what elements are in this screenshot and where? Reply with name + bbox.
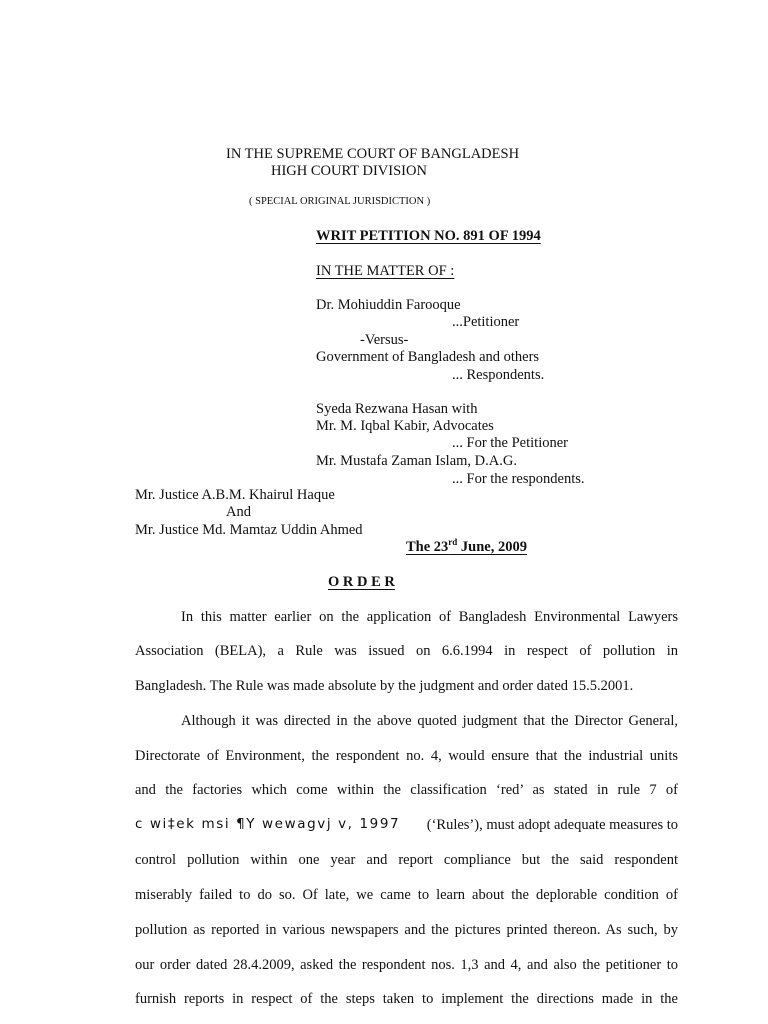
paragraph-line: our order dated 28.4.2009, asked the respondent nos. 1,3 and 4, and also the petitioner to [135, 957, 678, 973]
for-respondents: ... For the respondents. [452, 471, 585, 487]
respondent-name: Government of Bangladesh and others [316, 349, 540, 365]
paragraph-line: furnish reports in respect of the steps taken to implement the directions made in the [135, 991, 678, 1007]
counsel-line-2: Mr. M. Iqbal Kabir, Advocates [316, 418, 494, 434]
judge-2: Mr. Justice Md. Mamtaz Uddin Ahmed [135, 522, 363, 538]
division-name: HIGH COURT DIVISION [271, 163, 427, 179]
paragraph-line: Association (BELA), a Rule was issued on 6.6.1994 in respect of pollution in [135, 643, 678, 659]
paragraph-line: Bangladesh. The Rule was made absolute by the judgment and order dated 15.5.2001. [135, 678, 634, 694]
petitioner-name: Dr. Mohiuddin Farooque [316, 297, 461, 313]
paragraph-line: and the factories which come within the classification ‘red’ as stated in rule 7 of [135, 782, 678, 798]
date-prefix: The 23 [406, 539, 449, 555]
for-petitioner: ... For the Petitioner [452, 435, 568, 451]
court-name: IN THE SUPREME COURT OF BANGLADESH [226, 146, 520, 162]
counsel-line-3: Mr. Mustafa Zaman Islam, D.A.G. [316, 453, 517, 469]
paragraph-line: miserably failed to do so. Of late, we came to learn about the deplorable condition of [135, 887, 678, 903]
order-heading: O R D E R [328, 574, 395, 590]
judge-1: Mr. Justice A.B.M. Khairul Haque [135, 487, 335, 503]
case-title: WRIT PETITION NO. 891 OF 1994 [316, 228, 541, 244]
bengali-rules-title: c wi‡ek msi ¶Y wewagvj v, 1997 [135, 816, 401, 832]
respondent-role: ... Respondents. [452, 367, 545, 383]
paragraph-line: Although it was directed in the above quoted judgment that the Director General, [181, 713, 678, 729]
rules-abbrev: (‘Rules’), must adopt adequate measures to [426, 817, 678, 833]
paragraph-line: Directorate of Environment, the respondent no. 4, would ensure that the industrial units [135, 748, 678, 764]
paragraph-line-mixed [135, 818, 678, 833]
paragraph-line: control pollution within one year and report compliance but the said respondent [135, 852, 678, 868]
paragraph-line: In this matter earlier on the application of Bangladesh Environmental Lawyers [181, 609, 678, 625]
date-superscript: rd [448, 537, 458, 548]
date-suffix: June, 2009 [457, 539, 527, 555]
paragraph-1 [135, 610, 678, 700]
versus: -Versus- [360, 332, 409, 348]
petitioner-role: ...Petitioner [452, 314, 520, 330]
counsel-line-1: Syeda Rezwana Hasan with [316, 401, 478, 417]
in-the-matter-heading: IN THE MATTER OF : [316, 263, 455, 279]
paragraph-line: pollution as reported in various newspapers and the pictures printed thereon. As such, by [135, 922, 678, 938]
bench-and: And [226, 504, 251, 520]
jurisdiction: ( SPECIAL ORIGINAL JURISDICTION ) [249, 196, 431, 207]
paragraph-2 [135, 714, 678, 1014]
order-date [406, 537, 527, 555]
